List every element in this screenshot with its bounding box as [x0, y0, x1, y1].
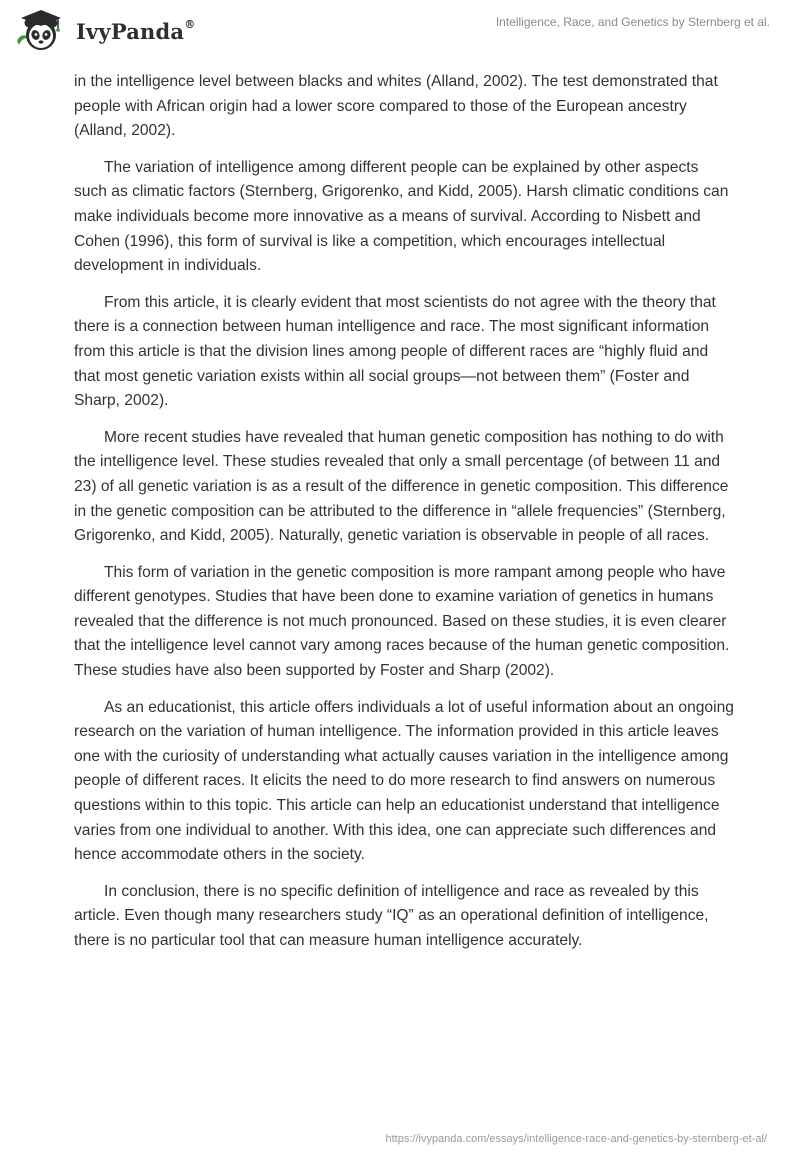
source-url-link[interactable]: https://ivypanda.com/essays/intelligence-race-and-genetics-by-sternberg-et-al/	[385, 1133, 767, 1145]
paragraph: More recent studies have revealed that human genetic composition has nothing to do with the intelligence level. These studies revealed that only a small percentage (of between 11 and 23) of all genetic variation is as a result of the difference in genetic composition. This difference in the genetic composition can be attributed to the difference in “allele frequencies” (Sternberg, Grigorenko, and Kidd, 2005). Naturally, genetic variation is observable in people of all races.	[74, 428, 729, 545]
paragraph: The variation of intelligence among different people can be explained by other aspects such as climatic factors (Sternberg, Grigorenko, and Kidd, 2005). Harsh climatic conditions can make individuals become more innovative as a means of survival. According to Nisbett and Cohen (1996), this form of survival is like a competition, which encourages intellectual development in individuals.	[74, 158, 729, 275]
brand-logo[interactable]	[14, 7, 195, 55]
paragraph: From this article, it is clearly evident that most scientists do not agree with the theory that there is a connection between human intelligence and race. The most significant information from this article is that the division lines among people of different races are “highly fluid and that most genetic variation exists within all social groups—not between them” (Foster and Sharp, 2002).	[74, 293, 716, 410]
page-header	[0, 0, 800, 60]
paragraph: in the intelligence level between blacks and whites (Alland, 2002). The test demonstrated that people with African origin had a lower score compared to those of the European ancestry (Alland, 2002).	[74, 73, 718, 140]
panda-graduate-logo-icon	[14, 7, 66, 55]
paragraph: In conclusion, there is no specific definition of intelligence and race as revealed by this article. Even though many researchers study “IQ” as an operational definition of intelligence, there is no particular tool that can measure human intelligence accurately.	[74, 882, 709, 949]
paragraph: This form of variation in the genetic composition is more rampant among people who have different genotypes. Studies that have been done to examine variation of genetics in humans revealed that the difference is not much pronounced. Based on these studies, it is even clearer that the intelligence level cannot vary among races because of the human genetic composition. These studies have also been supported by Foster and Sharp (2002).	[74, 563, 730, 680]
essay-body	[74, 70, 734, 966]
paragraph: As an educationist, this article offers individuals a lot of useful information about an ongoing research on the variation of human intelligence. The information provided in this article leaves one with the curiosity of understanding what actually causes variation in the intelligence among people of different races. It elicits the need to do more research to find answers on numerous questions within to this topic. This article can help an educationist understand that intelligence varies from one individual to another. With this idea, one can appreciate such differences and hence accommodate others in the society.	[74, 698, 734, 864]
document-title: Intelligence, Race, and Genetics by Sternberg et al.	[495, 15, 770, 29]
brand-name: IvyPanda®	[76, 17, 196, 44]
